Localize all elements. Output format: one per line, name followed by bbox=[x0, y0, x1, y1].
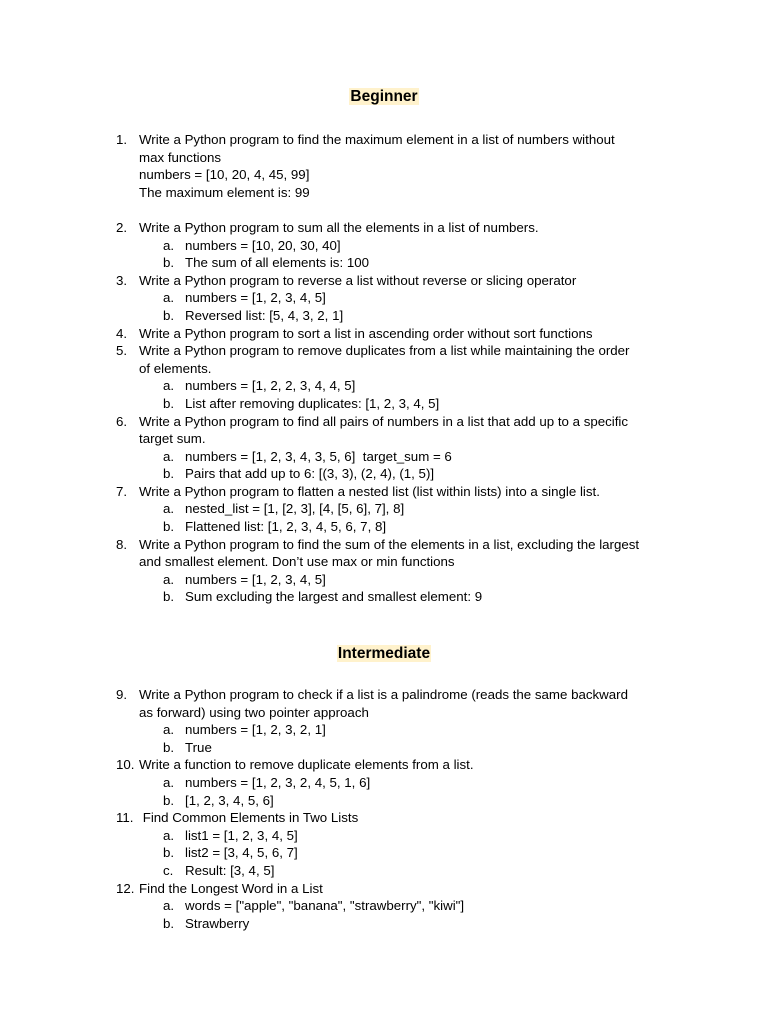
sub-item-text: numbers = [1, 2, 3, 2, 4, 5, 1, 6] bbox=[185, 774, 371, 790]
sub-item-text: list2 = [3, 4, 5, 6, 7] bbox=[185, 845, 298, 861]
sub-item bbox=[0, 827, 768, 845]
question-item bbox=[0, 483, 768, 536]
sub-item bbox=[0, 307, 768, 325]
heading-text: Intermediate bbox=[337, 645, 431, 662]
sub-item bbox=[0, 289, 768, 307]
question-line: Find Common Elements in Two Lists bbox=[139, 810, 359, 826]
question-item bbox=[0, 756, 768, 809]
question-number: 6. bbox=[116, 413, 128, 429]
question-text bbox=[139, 325, 679, 343]
sub-item-letter: b. bbox=[163, 915, 175, 931]
question-item bbox=[0, 809, 768, 879]
section-heading-intermediate bbox=[0, 644, 768, 664]
sub-item-text: Flattened list: [1, 2, 3, 4, 5, 6, 7, 8] bbox=[185, 519, 387, 535]
sub-item-text: numbers = [1, 2, 3, 4, 3, 5, 6] target_sum = 6 bbox=[185, 448, 452, 464]
question-line: and smallest element. Don’t use max or min functions bbox=[139, 554, 455, 570]
sub-item bbox=[0, 844, 768, 862]
sub-item-text: Strawberry bbox=[185, 915, 250, 931]
sub-item-letter: b. bbox=[163, 739, 175, 755]
sub-item-letter: b. bbox=[163, 589, 175, 605]
question-number: 8. bbox=[116, 536, 128, 552]
question-text bbox=[139, 483, 679, 501]
question-item bbox=[0, 131, 768, 201]
question-line: Write a Python program to remove duplicates from a list while maintaining the order bbox=[139, 343, 630, 359]
question-line: target sum. bbox=[139, 431, 206, 447]
sub-item bbox=[0, 721, 768, 739]
question-text bbox=[139, 413, 679, 448]
sub-item-letter: b. bbox=[163, 845, 175, 861]
sub-item-letter: a. bbox=[163, 237, 175, 253]
sub-item-text: numbers = [10, 20, 30, 40] bbox=[185, 237, 341, 253]
question-text bbox=[139, 342, 679, 377]
question-text bbox=[139, 880, 679, 898]
question-line: of elements. bbox=[139, 360, 212, 376]
question-line: as forward) using two pointer approach bbox=[139, 704, 369, 720]
intermediate-question-list bbox=[0, 686, 768, 932]
sub-item-text: The sum of all elements is: 100 bbox=[185, 255, 370, 271]
sub-item-text: Reversed list: [5, 4, 3, 2, 1] bbox=[185, 307, 344, 323]
sub-item-text: words = ["apple", "banana", "strawberry", "kiwi"] bbox=[185, 898, 465, 914]
sub-item bbox=[0, 500, 768, 518]
question-item bbox=[0, 413, 768, 483]
question-item bbox=[0, 686, 768, 756]
question-line: Write a Python program to reverse a list without reverse or slicing operator bbox=[139, 272, 577, 288]
question-number: 7. bbox=[116, 483, 128, 499]
sub-item-text: Result: [3, 4, 5] bbox=[185, 862, 275, 878]
question-number: 10. bbox=[116, 757, 135, 773]
sub-item-letter: a. bbox=[163, 448, 175, 464]
question-line: Write a Python program to find all pairs of numbers in a list that add up to a specific bbox=[139, 413, 629, 429]
sub-item-letter: b. bbox=[163, 792, 175, 808]
question-number: 12. bbox=[116, 880, 135, 896]
spacer bbox=[0, 201, 768, 219]
question-text bbox=[139, 686, 679, 721]
beginner-question-list bbox=[0, 131, 768, 606]
sub-item bbox=[0, 237, 768, 255]
question-item bbox=[0, 342, 768, 412]
question-text bbox=[139, 272, 679, 290]
question-number: 3. bbox=[116, 272, 128, 288]
question-line: Write a Python program to sort a list in ascending order without sort functions bbox=[139, 325, 593, 341]
sub-item-letter: b. bbox=[163, 519, 175, 535]
sub-item-letter: a. bbox=[163, 571, 175, 587]
sub-item-text: nested_list = [1, [2, 3], [4, [5, 6], 7], 8] bbox=[185, 501, 405, 517]
sub-item-text: list1 = [1, 2, 3, 4, 5] bbox=[185, 827, 298, 843]
question-line: max functions bbox=[139, 149, 222, 165]
sub-item-letter: a. bbox=[163, 827, 175, 843]
question-number: 9. bbox=[116, 687, 128, 702]
sub-item bbox=[0, 862, 768, 880]
question-number: 2. bbox=[116, 219, 128, 235]
question-text bbox=[139, 756, 679, 774]
question-number: 1. bbox=[116, 132, 128, 147]
sub-item bbox=[0, 588, 768, 606]
sub-item-letter: a. bbox=[163, 722, 175, 738]
sub-item bbox=[0, 739, 768, 757]
question-line: Find the Longest Word in a List bbox=[139, 880, 323, 896]
heading-text: Beginner bbox=[350, 88, 418, 105]
sub-item-letter: b. bbox=[163, 255, 175, 271]
question-line: Write a Python program to find the maximum element in a list of numbers without bbox=[139, 132, 615, 147]
question-item bbox=[0, 219, 768, 272]
sub-item-text: numbers = [1, 2, 2, 3, 4, 4, 5] bbox=[185, 378, 356, 394]
question-text bbox=[139, 536, 679, 571]
section-heading-beginner bbox=[0, 87, 768, 107]
question-line: Write a Python program to find the sum of the elements in a list, excluding the largest bbox=[139, 536, 640, 552]
sub-item-text: numbers = [1, 2, 3, 2, 1] bbox=[185, 722, 326, 738]
sub-item-letter: a. bbox=[163, 378, 175, 394]
sub-item-letter: c. bbox=[163, 862, 174, 878]
sub-item bbox=[0, 792, 768, 810]
sub-item-letter: a. bbox=[163, 774, 175, 790]
sub-item bbox=[0, 395, 768, 413]
question-line: The maximum element is: 99 bbox=[139, 184, 310, 200]
sub-item bbox=[0, 254, 768, 272]
question-number: 11. bbox=[116, 810, 134, 826]
sub-item-text: numbers = [1, 2, 3, 4, 5] bbox=[185, 571, 326, 587]
question-line: Write a function to remove duplicate elements from a list. bbox=[139, 757, 474, 773]
sub-item bbox=[0, 448, 768, 466]
sub-item-text: [1, 2, 3, 4, 5, 6] bbox=[185, 792, 274, 808]
question-number: 4. bbox=[116, 325, 128, 341]
sub-item bbox=[0, 377, 768, 395]
sub-item bbox=[0, 571, 768, 589]
question-item bbox=[0, 536, 768, 606]
question-number: 5. bbox=[116, 343, 128, 359]
sub-item-text: numbers = [1, 2, 3, 4, 5] bbox=[185, 290, 326, 306]
sub-item-letter: b. bbox=[163, 395, 175, 411]
sub-item-text: Pairs that add up to 6: [(3, 3), (2, 4), (1, 5)] bbox=[185, 466, 435, 482]
sub-item-text: Sum excluding the largest and smallest element: 9 bbox=[185, 589, 483, 605]
sub-item-text: True bbox=[185, 739, 212, 755]
sub-item-letter: a. bbox=[163, 898, 175, 914]
question-line: Write a Python program to flatten a nested list (list within lists) into a single list. bbox=[139, 483, 600, 499]
sub-item-letter: a. bbox=[163, 290, 175, 306]
question-text bbox=[139, 131, 679, 201]
sub-item bbox=[0, 774, 768, 792]
sub-item-letter: a. bbox=[163, 501, 175, 517]
question-text bbox=[139, 219, 679, 237]
sub-item-letter: b. bbox=[163, 466, 175, 482]
question-item bbox=[0, 880, 768, 933]
sub-item bbox=[0, 915, 768, 933]
question-line: Write a Python program to check if a list is a palindrome (reads the same backward bbox=[139, 687, 628, 702]
question-text bbox=[139, 809, 679, 827]
sub-item-text: List after removing duplicates: [1, 2, 3, 4, 5] bbox=[185, 395, 440, 411]
sub-item bbox=[0, 465, 768, 483]
question-line: numbers = [10, 20, 4, 45, 99] bbox=[139, 167, 310, 183]
sub-item bbox=[0, 897, 768, 915]
question-item bbox=[0, 272, 768, 325]
sub-item-letter: b. bbox=[163, 307, 175, 323]
question-item bbox=[0, 325, 768, 343]
sub-item bbox=[0, 518, 768, 536]
question-line: Write a Python program to sum all the elements in a list of numbers. bbox=[139, 219, 539, 235]
